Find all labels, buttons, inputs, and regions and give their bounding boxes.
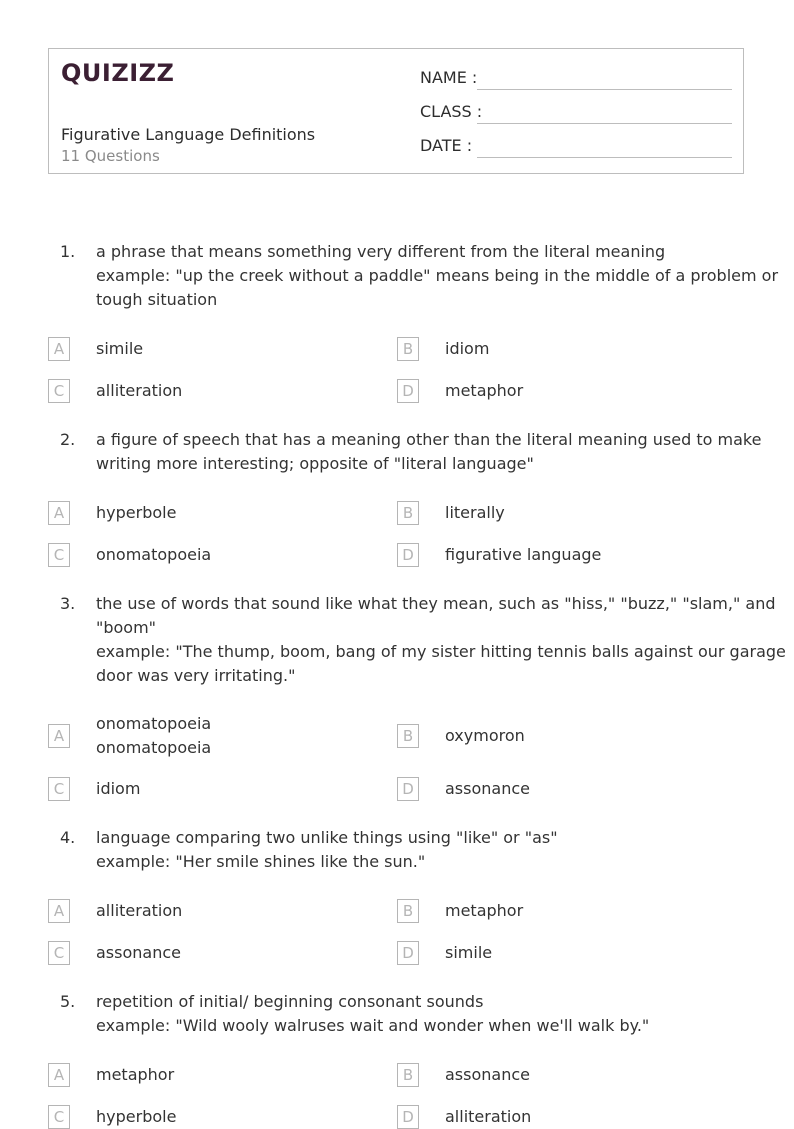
option-text[interactable]: hyperbole <box>96 1107 177 1126</box>
question-number: 1. <box>60 242 76 261</box>
question-line: the use of words that sound like what they mean, such as "hiss," "buzz," "slam," and <box>96 594 776 613</box>
option-text[interactable]: assonance <box>96 943 181 962</box>
question-number: 2. <box>60 430 76 449</box>
class-label: CLASS : <box>420 102 483 121</box>
option-text[interactable]: simile <box>445 943 493 962</box>
option-letter-box[interactable]: B <box>397 724 419 748</box>
question-count: 11 Questions <box>61 147 160 165</box>
worksheet-title: Figurative Language Definitions <box>61 125 316 144</box>
option-letter-box[interactable]: B <box>397 899 419 923</box>
option-text[interactable]: assonance <box>445 1065 530 1084</box>
option-text[interactable]: idiom <box>96 779 141 798</box>
option-letter-box[interactable]: C <box>48 777 70 801</box>
option-letter-box[interactable]: B <box>397 337 419 361</box>
option-letter-box[interactable]: C <box>48 1105 70 1129</box>
name-field[interactable] <box>420 68 477 87</box>
question-line: a phrase that means something very different from the literal meaning <box>96 242 666 261</box>
option-text[interactable]: oxymoron <box>445 726 525 745</box>
option-letter-box[interactable]: C <box>48 941 70 965</box>
option-text[interactable]: idiom <box>445 339 490 358</box>
option-text[interactable] <box>96 712 211 760</box>
name-label: NAME : <box>420 68 478 87</box>
option-letter-box[interactable]: B <box>397 501 419 525</box>
option-letter-box[interactable]: A <box>48 899 70 923</box>
option-letter-box[interactable]: B <box>397 1063 419 1087</box>
option-text[interactable]: hyperbole <box>96 503 177 522</box>
option-text[interactable]: metaphor <box>96 1065 175 1084</box>
option-letter-box[interactable]: D <box>397 379 419 403</box>
option-text[interactable]: alliteration <box>96 381 183 400</box>
quizizz-logo: QUIZIZZ <box>61 59 175 87</box>
option-letter-box[interactable]: D <box>397 777 419 801</box>
option-letter-box[interactable]: A <box>48 724 70 748</box>
question-text <box>96 428 762 476</box>
class-field[interactable] <box>420 102 482 121</box>
option-letter-box[interactable]: C <box>48 543 70 567</box>
option-text-line: onomatopoeia <box>96 738 212 757</box>
question-text <box>96 990 736 1038</box>
option-text[interactable]: simile <box>96 339 144 358</box>
option-letter-box[interactable]: A <box>48 1063 70 1087</box>
option-letter-box[interactable]: C <box>48 379 70 403</box>
option-text[interactable]: figurative language <box>445 545 602 564</box>
option-letter-box[interactable]: D <box>397 1105 419 1129</box>
option-letter-box[interactable]: A <box>48 501 70 525</box>
question-line: repetition of initial/ beginning consonant sounds <box>96 992 484 1011</box>
question-line: language comparing two unlike things using "like" or "as" <box>96 828 558 847</box>
question-line: a figure of speech that has a meaning other than the literal meaning used to make <box>96 430 762 449</box>
question-number: 4. <box>60 828 76 847</box>
option-text[interactable]: metaphor <box>445 901 524 920</box>
date-label: DATE : <box>420 136 473 155</box>
question-text <box>96 240 779 312</box>
option-text[interactable]: alliteration <box>445 1107 532 1126</box>
date-line <box>477 157 732 158</box>
option-text[interactable]: assonance <box>445 779 530 798</box>
question-line: example: "up the creek without a paddle" means being in the middle of a problem or <box>96 266 779 285</box>
question-number: 3. <box>60 594 76 613</box>
name-line <box>477 89 732 90</box>
question-text <box>96 826 736 874</box>
question-line: door was very irritating." <box>96 666 296 685</box>
question-line: writing more interesting; opposite of "literal language" <box>96 454 534 473</box>
option-letter-box[interactable]: A <box>48 337 70 361</box>
question-line: "boom" <box>96 618 157 637</box>
question-line: example: "Wild wooly walruses wait and wonder when we'll walk by." <box>96 1016 650 1035</box>
question-line: example: "The thump, boom, bang of my sister hitting tennis balls against our garage <box>96 642 786 661</box>
option-text-line: onomatopoeia <box>96 714 212 733</box>
date-field[interactable] <box>420 136 472 155</box>
option-text[interactable]: alliteration <box>96 901 183 920</box>
option-text[interactable]: onomatopoeia <box>96 545 212 564</box>
question-text <box>96 592 786 688</box>
option-text[interactable]: metaphor <box>445 381 524 400</box>
worksheet-header <box>48 48 744 174</box>
class-line <box>477 123 732 124</box>
option-letter-box[interactable]: D <box>397 941 419 965</box>
option-text[interactable]: literally <box>445 503 505 522</box>
question-number: 5. <box>60 992 76 1011</box>
question-line: example: "Her smile shines like the sun." <box>96 852 426 871</box>
question-line: tough situation <box>96 290 218 309</box>
option-letter-box[interactable]: D <box>397 543 419 567</box>
